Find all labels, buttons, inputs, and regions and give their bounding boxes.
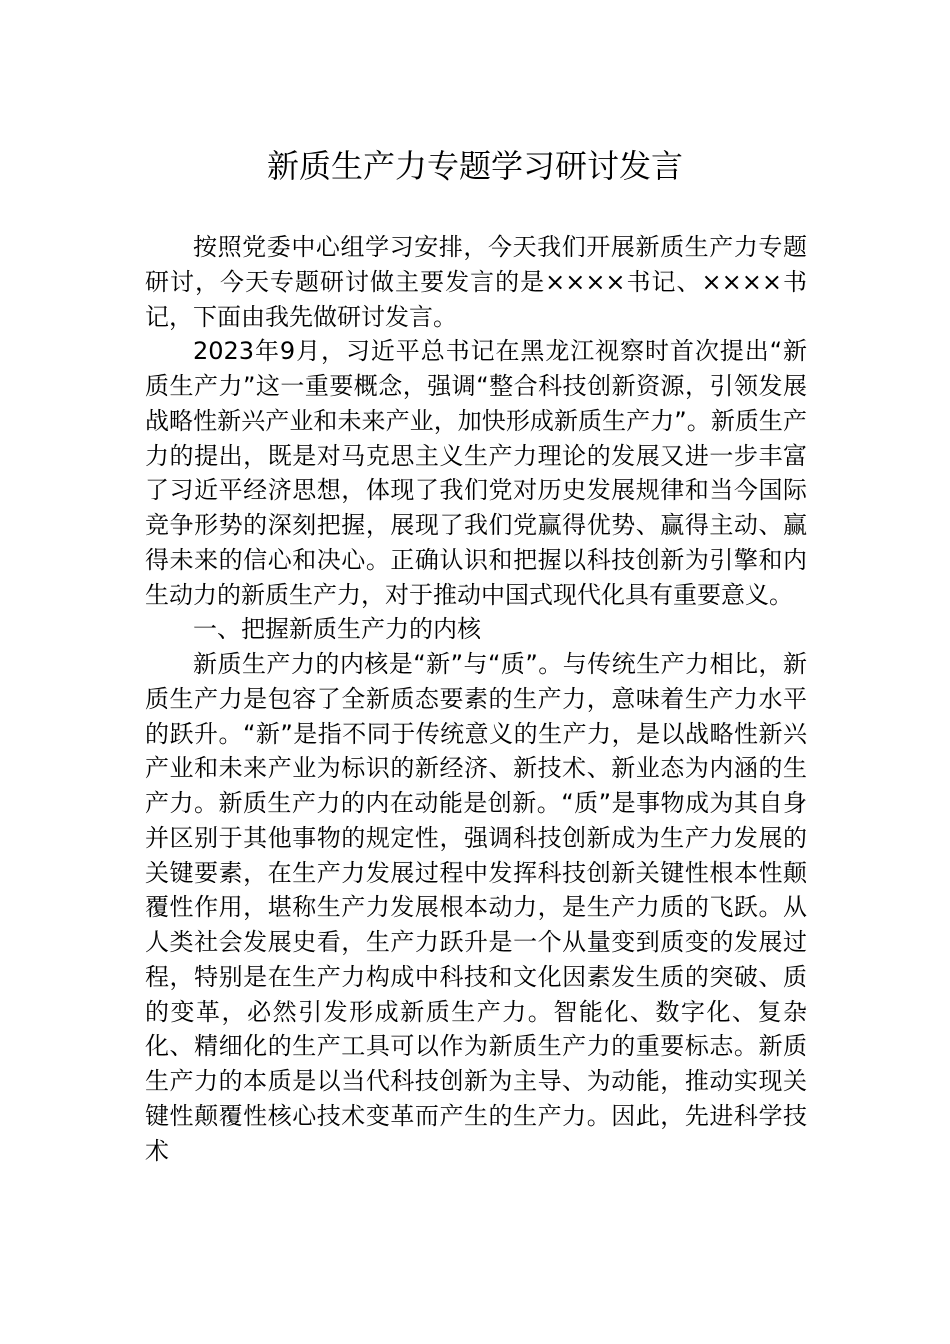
section-heading-1: 一、把握新质生产力的内核 bbox=[193, 615, 481, 644]
paragraph-background: 2023年9月，习近平总书记在黑龙江视察时首次提出“新质生产力”这一重要概念，强调“整合科技创新资源，引领发展战略性新兴产业和未来产业，加快形成新质生产力”。新质生产力的提出，既是对马克思主义生产力理论的发展又进一步丰富了习近平经济思想，体现了我们党对历史发展规律和当今国际竞争形势的深刻把握，展现了我们党赢得优势、赢得主动、赢得未来的信心和决心。正确认识和把握以科技创新为引擎和内生动力的新质生产力，对于推动中国式现代化具有重要意义。 bbox=[145, 337, 807, 609]
document-body bbox=[145, 230, 807, 1168]
paragraph-core: 新质生产力的内核是“新”与“质”。与传统生产力相比，新质生产力是包容了全新质态要素的生产力，意味着生产力水平的跃升。“新”是指不同于传统意义的生产力，是以战略性新兴产业和未来产业为标识的新经济、新技术、新业态为内涵的生产力。新质生产力的内在动能是创新。“质”是事物成为其自身并区别于其他事物的规定性，强调科技创新成为生产力发展的关键要素，在生产力发展过程中发挥科技创新关键性根本性颠覆性作用，堪称生产力发展根本动力，是生产力质的飞跃。从人类社会发展史看，生产力跃升是一个从量变到质变的发展过程，特别是在生产力构成中科技和文化因素发生质的突破、质的变革，必然引发形成新质生产力。智能化、数字化、复杂化、精细化的生产工具可以作为新质生产力的重要标志。新质生产力的本质是以当代科技创新为主导、为动能，推动实现关键性颠覆性核心技术变革而产生的生产力。因此，先进科学技术 bbox=[145, 650, 807, 1165]
paragraph-intro: 按照党委中心组学习安排，今天我们开展新质生产力专题研讨，今天专题研讨做主要发言的是××××书记、××××书记，下面由我先做研讨发言。 bbox=[145, 233, 807, 331]
document-title: 新质生产力专题学习研讨发言 bbox=[266, 147, 683, 185]
